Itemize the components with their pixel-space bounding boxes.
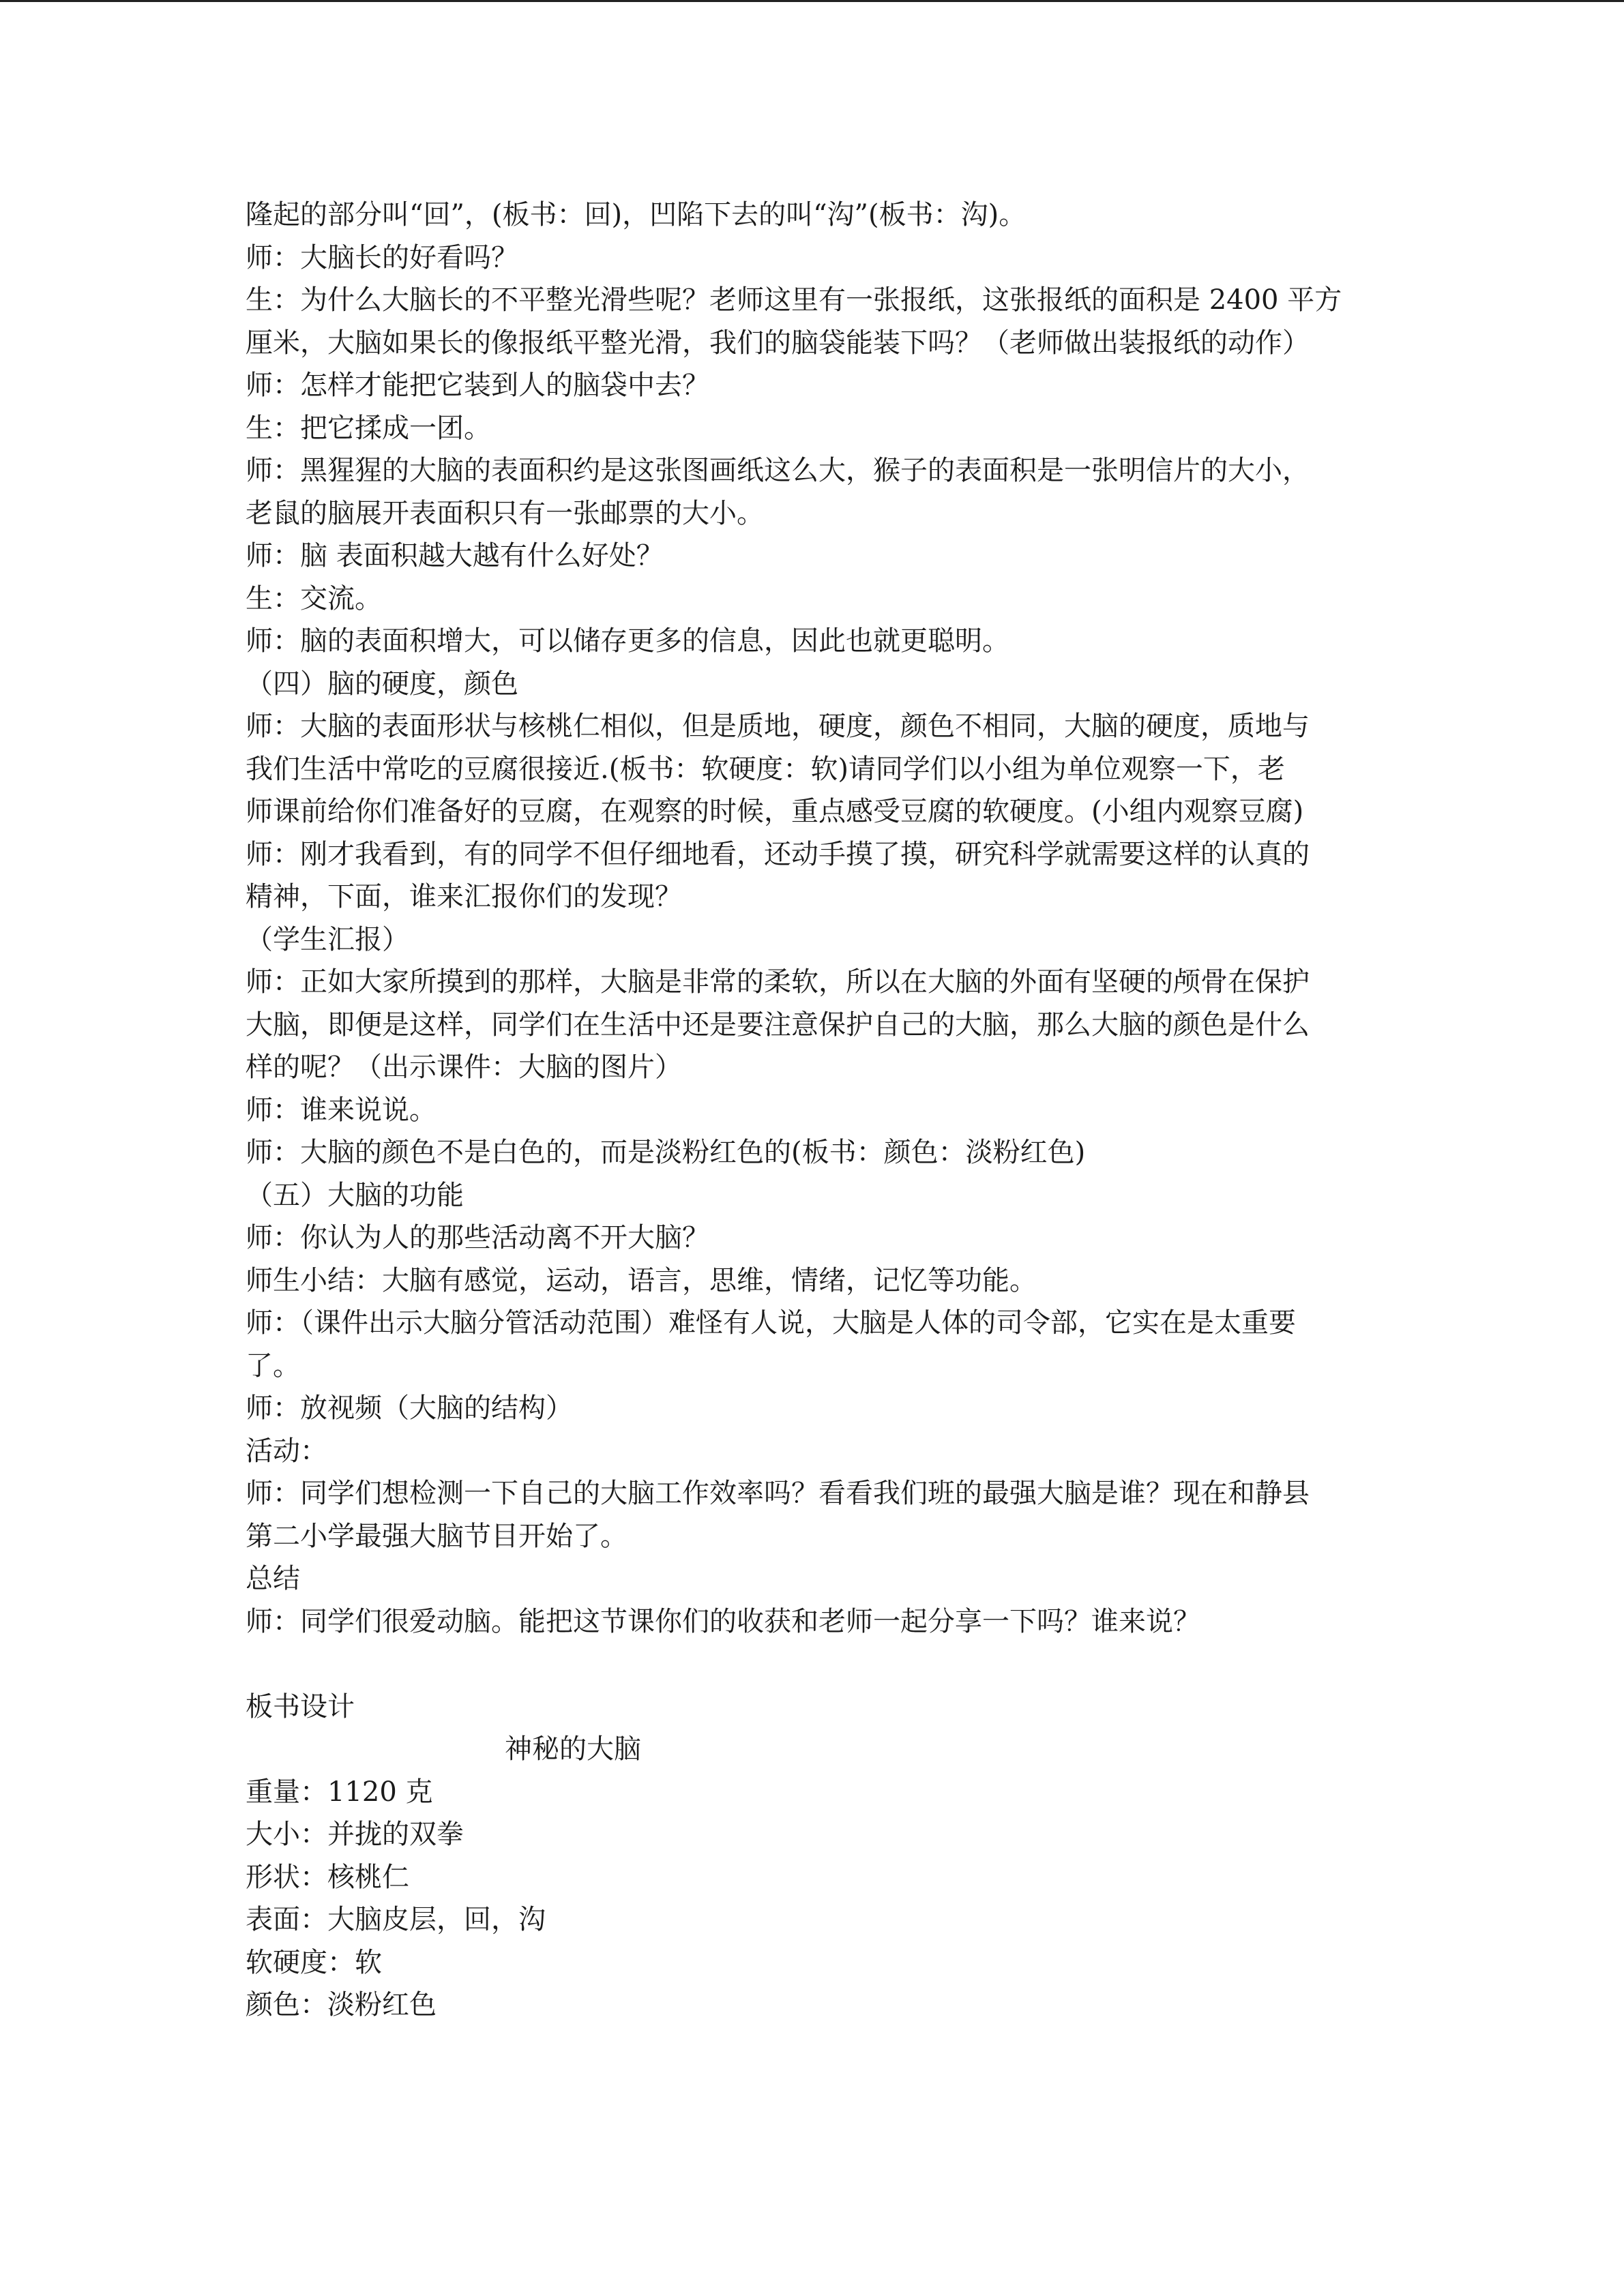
lesson-line: 师：大脑的颜色不是白色的，而是淡粉红色的(板书：颜色：淡粉红色) <box>246 1137 1086 1168</box>
lesson-line: 大脑，即便是这样，同学们在生活中还是要注意保护自己的大脑，那么大脑的颜色是什么 <box>246 1009 1310 1041</box>
lesson-line: 师：（课件出示大脑分管活动范围）难怪有人说，大脑是人体的司令部，它实在是太重要 <box>246 1307 1296 1339</box>
lesson-line: 隆起的部分叫“回”，(板书：回)，凹陷下去的叫“沟”(板书：沟)。 <box>246 199 1027 230</box>
board-item: 软硬度：软 <box>246 1946 382 1978</box>
lesson-line: 师：脑的表面积增大，可以储存更多的信息，因此也就更聪明。 <box>246 625 1009 657</box>
lesson-line: 师：脑 表面积越大越有什么好处？ <box>246 540 664 571</box>
lesson-line: 厘米，大脑如果长的像报纸平整光滑，我们的脑袋能装下吗？（老师做出装报纸的动作） <box>246 327 1310 359</box>
lesson-line: 师：同学们很爱动脑。能把这节课你们的收获和老师一起分享一下吗？谁来说？ <box>246 1605 1200 1637</box>
lesson-line: 师：大脑的表面形状与核桃仁相似，但是质地，硬度，颜色不相同，大脑的硬度，质地与 <box>246 711 1310 742</box>
lesson-line: 师：放视频（大脑的结构） <box>246 1392 573 1424</box>
lesson-line: 师课前给你们准备好的豆腐，在观察的时候，重点感受豆腐的软硬度。(小组内观察豆腐) <box>246 796 1304 827</box>
document-page <box>246 194 1378 2027</box>
lesson-line: 样的呢？（出示课件：大脑的图片） <box>246 1052 682 1083</box>
lesson-line: 师：你认为人的那些活动离不开大脑？ <box>246 1222 709 1253</box>
lesson-line: 生：交流。 <box>246 582 382 614</box>
lesson-line: 师生小结：大脑有感觉，运动，语言，思维，情绪，记忆等功能。 <box>246 1264 1037 1296</box>
lesson-line: 我们生活中常吃的豆腐很接近.(板书：软硬度：软)请同学们以小组为单位观察一下，老 <box>246 753 1285 785</box>
lesson-line: 师：正如大家所摸到的那样，大脑是非常的柔软，所以在大脑的外面有坚硬的颅骨在保护 <box>246 966 1310 998</box>
lesson-line: 生：把它揉成一团。 <box>246 412 491 444</box>
section-heading: 总结 <box>246 1563 300 1594</box>
lesson-line: 师：大脑长的好看吗？ <box>246 241 518 273</box>
board-item: 形状：核桃仁 <box>246 1861 409 1893</box>
board-heading: 板书设计 <box>246 1690 355 1723</box>
lesson-line: 师：同学们想检测一下自己的大脑工作效率吗？看看我们班的最强大脑是谁？现在和静县 <box>246 1478 1310 1509</box>
lesson-line: （学生汇报） <box>246 923 409 955</box>
lesson-line: 生：为什么大脑长的不平整光滑些呢？老师这里有一张报纸，这张报纸的面积是 2400 平方 <box>246 284 1342 316</box>
section-heading: （四）脑的硬度，颜色 <box>246 668 518 700</box>
lesson-line: 了。 <box>246 1350 300 1382</box>
board-design <box>246 1686 1378 2027</box>
lesson-line: 老鼠的脑展开表面积只有一张邮票的大小。 <box>246 497 764 529</box>
lesson-line: 师：刚才我看到，有的同学不但仔细地看，还动手摸了摸，研究科学就需要这样的认真的 <box>246 838 1310 870</box>
lesson-line: 精神，下面，谁来汇报你们的发现？ <box>246 881 682 912</box>
top-border-rule <box>0 0 1624 2</box>
board-item: 大小：并拢的双拳 <box>246 1819 464 1850</box>
board-item: 表面：大脑皮层，回，沟 <box>246 1904 546 1935</box>
lesson-line: 第二小学最强大脑节目开始了。 <box>246 1520 628 1552</box>
lesson-line: 师：黑猩猩的大脑的表面积约是这张图画纸这么大，猴子的表面积是一张明信片的大小， <box>246 455 1310 486</box>
board-title: 神秘的大脑 <box>505 1733 641 1765</box>
lesson-body <box>246 194 1378 1643</box>
board-item: 重量：1120 克 <box>246 1776 433 1808</box>
lesson-line: 师：谁来说说。 <box>246 1094 437 1126</box>
section-heading: （五）大脑的功能 <box>246 1179 464 1211</box>
blank-line <box>246 1643 1378 1686</box>
lesson-line: 师：怎样才能把它装到人的脑袋中去？ <box>246 370 709 401</box>
board-item: 颜色：淡粉红色 <box>246 1989 437 2021</box>
lesson-line: 活动： <box>246 1435 327 1467</box>
